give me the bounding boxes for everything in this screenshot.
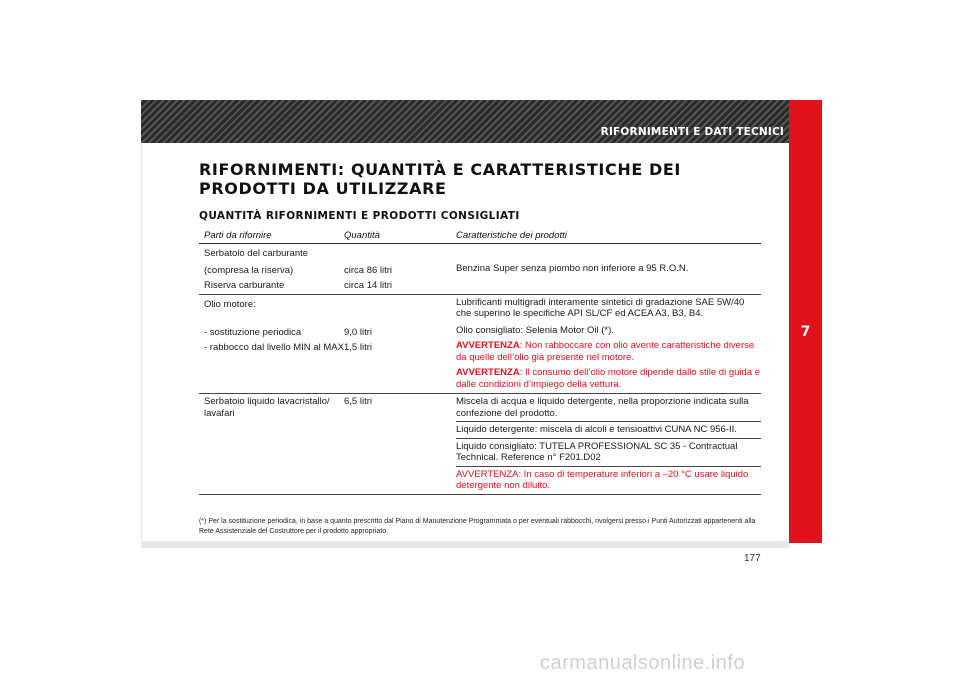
table-row-fuel (199, 244, 761, 295)
fuel-qty-reserve: circa 14 litri (344, 280, 393, 291)
oil-warning-2: AVVERTENZA: Il consumo dell’olio motore dipende dallo stile di guida e dalle condizioni d’impiego della vettura. (456, 367, 760, 390)
fuel-spec: Benzina Super senza piombo non inferiore a 95 R.O.N. (456, 262, 689, 274)
page-number: 177 (744, 553, 761, 564)
washer-part: Serbatoio liquido lavacristallo/ lavafari (204, 396, 330, 419)
refill-table (199, 229, 761, 495)
fuel-part-line1: Serbatoio del carburante (204, 248, 309, 259)
oil-qty-periodic: 9,0 litri (344, 326, 372, 338)
oil-part: Olio motore: (204, 298, 256, 310)
section-subtitle: QUANTITÀ RIFORNIMENTI E PRODOTTI CONSIGLIATI (199, 210, 520, 222)
chapter-tab (789, 100, 822, 543)
fuel-qty-total: circa 86 litri (344, 264, 393, 276)
table-row-washer (199, 394, 761, 495)
washer-spec-3: Liquido consigliato: TUTELA PROFESSIONAL SC 35 - Contractual Technical. Reference n° F201.D02 (456, 439, 761, 467)
oil-item-periodic: - sostituzione periodica (204, 326, 302, 338)
washer-spec-2: Liquido detergente: miscela di alcoli e tensioattivi CUNA NC 956-II. (456, 422, 761, 439)
header-characteristics: Caratteristiche dei prodotti (456, 229, 567, 241)
oil-spec: Lubrificanti multigradi interamente sintetici di gradazione SAE 5W/40 che superino le specifiche API SL/CF ed ACEA A3, B3, B4. (456, 296, 745, 319)
header-quantity: Quantità (344, 229, 380, 241)
header-parts: Parti da rifornire (204, 229, 272, 241)
watermark: carmanualsonline.info (540, 652, 746, 674)
section-title: RIFORNIMENTI E DATI TECNICI (600, 126, 784, 138)
fuel-part-line3: Riserva carburante (204, 280, 285, 291)
page-title: RIFORNIMENTI: QUANTITÀ E CARATTERISTICHE DEI PRODOTTI DA UTILIZZARE (199, 160, 681, 198)
oil-warning-1: AVVERTENZA: Non rabboccare con olio avente caratteristiche diverse da quelle dell’olio già presente nel motore. (456, 340, 755, 363)
bottom-band (141, 541, 789, 548)
washer-warning: AVVERTENZA: In caso di temperature inferiori a –20 °C usare liquido detergente non diluito. (456, 468, 749, 491)
chapter-number: 7 (800, 324, 811, 340)
oil-item-topup: - rabbocco dal livello MIN al MAX (204, 342, 344, 353)
footnote: (*) Per la sostituzione periodica, in base a quanto prescritto dal Piano di Manutenzione Programmata o per eventuali rabbocchi, rivolgersi presso i Punti Autorizzati appartenenti alla Rete Assistenziale del Costruttore per il prodotto appropriato. (199, 518, 756, 535)
oil-qty-topup: 1,5 litri (344, 342, 372, 353)
washer-qty: 6,5 litri (344, 396, 372, 407)
oil-recommended: Olio consigliato: Selenia Motor Oil (*). (456, 324, 614, 336)
page-border (141, 100, 142, 548)
table-row-oil (199, 295, 761, 395)
washer-spec-1: Miscela di acqua e liquido detergente, nella proporzione indicata sulla confezione del prodotto. (456, 394, 761, 422)
table-header (199, 229, 761, 244)
fuel-part-line2: (compresa la riserva) (204, 264, 294, 276)
